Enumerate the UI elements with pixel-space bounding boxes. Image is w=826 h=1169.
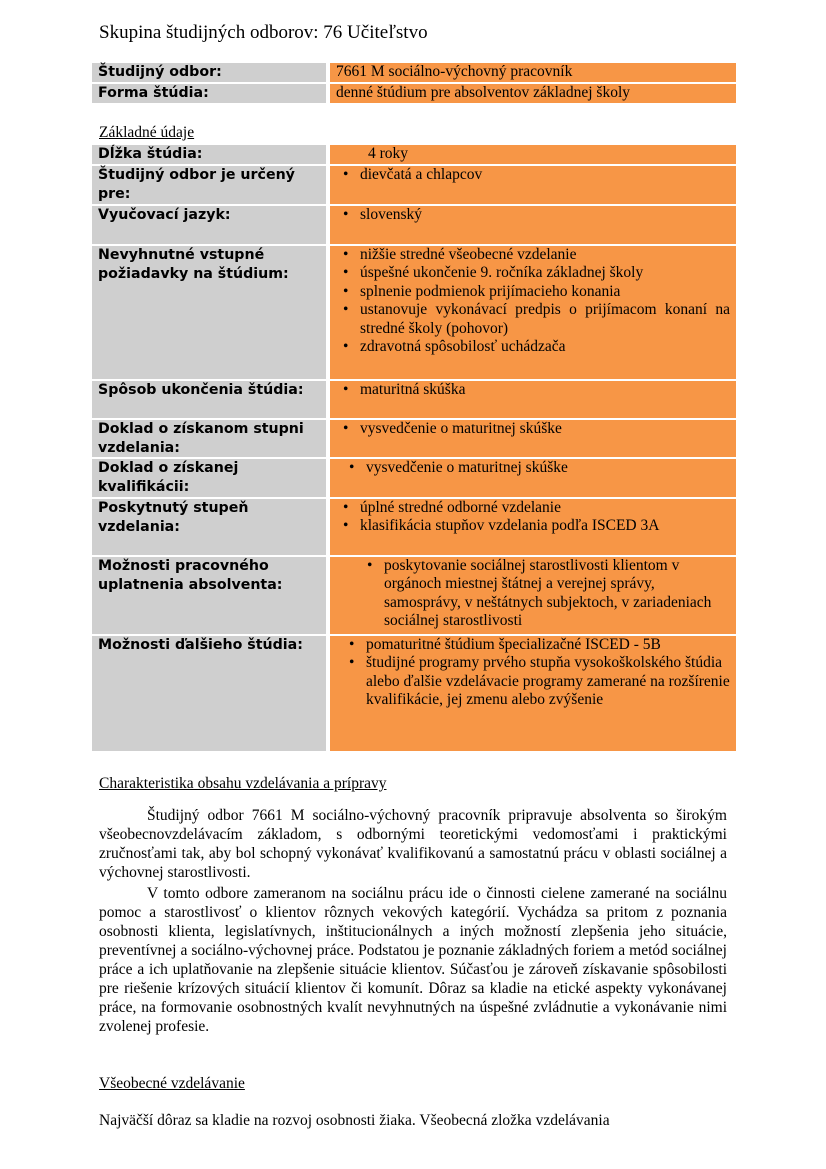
- bullet-list: [336, 166, 730, 185]
- list-item: • slovenský: [360, 206, 730, 225]
- list-item: • splnenie podmienok prijímacieho konania: [360, 283, 730, 302]
- table-row: [92, 165, 736, 205]
- table-row: [92, 458, 736, 498]
- general-paragraph-1: Najväčší dôraz sa kladie na rozvoj osobnosti žiaka. Všeobecná zložka vzdelávania: [99, 1112, 610, 1129]
- row-value: [328, 245, 736, 380]
- row-value: [328, 380, 736, 419]
- list-item: • študijné programy prvého stupňa vysokoškolského štúdia alebo ďalšie vzdelávacie programy zamerané na rozšírenie kvalifikácie, jej zmenu alebo zvýšenie: [366, 654, 730, 710]
- table-row: [92, 145, 736, 165]
- table-row: [92, 635, 736, 752]
- bullet-list: [336, 499, 730, 536]
- list-item: • vysvedčenie o maturitnej skúške: [366, 459, 730, 478]
- program-table: [92, 63, 736, 105]
- characteristics-paragraph-1: Študijný odbor 7661 M sociálno-výchovný pracovník pripravuje absolventa so širokým všeobecnovzdelávacím základom, s odbornými teoretickými vedomosťami i praktickými zručnosťami tak, aby bol schopný vykonávať kvalifikovanú a samostatnú prácu v oblasti sociálnej a výchovnej starostlivosti.: [99, 807, 727, 881]
- row-label: Študijný odbor je určený pre:: [92, 165, 328, 205]
- bullet-list: [336, 381, 730, 400]
- list-item: • maturitná skúška: [360, 381, 730, 400]
- table-row: [92, 498, 736, 556]
- characteristics-paragraph-2: V tomto odbore zameranom na sociálnu prácu ide o činnosti cielene zamerané na sociálnu pomoc a starostlivosť o klientov rôznych vekových kategórií. Vychádza sa pritom z poznania osobnosti klienta, legislatívnych, inštitucionálnych a iných možností zlepšenia jeho situácie, preventívnej a sociálno-výchovnej práce. Podstatou je poznanie základných foriem a metód sociálnej práce a ich uplatňovanie na zlepšenie situácie klientov. Súčasťou je zároveň získavanie spôsobilosti pre riešenie krízových situácií klientov či komunít. Dôraz sa kladie na etické aspekty vykonávanej práce, na formovanie osobnostných kvalít nevyhnutných na úspešné zvládnutie a vykonávanie nimi zvolenej profesie.: [99, 885, 727, 1035]
- row-label: Možnosti pracovného uplatnenia absolventa:: [92, 556, 328, 635]
- row-value: 7661 M sociálno-výchovný pracovník: [328, 63, 736, 83]
- row-label: Možnosti ďalšieho štúdia:: [92, 635, 328, 752]
- row-label: Dĺžka štúdia:: [92, 145, 328, 165]
- table-row: [92, 419, 736, 459]
- row-label: Študijný odbor:: [92, 63, 328, 83]
- list-item: • úspešné ukončenie 9. ročníka základnej školy: [360, 264, 730, 283]
- table-row: [92, 380, 736, 419]
- table-row: [92, 245, 736, 380]
- list-item: • pomaturitné štúdium špecializačné ISCED - 5B: [366, 636, 730, 655]
- row-label: Vyučovací jazyk:: [92, 205, 328, 245]
- row-value: [328, 205, 736, 245]
- bullet-list: [336, 206, 730, 225]
- table-row: [92, 556, 736, 635]
- row-label: Spôsob ukončenia štúdia:: [92, 380, 328, 419]
- list-item: • ustanovuje vykonávací predpis o prijímacom konaní na stredné školy (pohovor): [360, 301, 730, 338]
- bullet-list: [336, 636, 730, 710]
- table-row: [92, 63, 736, 83]
- row-value: [328, 419, 736, 459]
- row-label: Nevyhnutné vstupné požiadavky na štúdium:: [92, 245, 328, 380]
- page-title: Skupina študijných odborov: 76 Učiteľstvo: [99, 22, 428, 43]
- list-item: • nižšie stredné všeobecné vzdelanie: [360, 246, 730, 265]
- bullet-list: [336, 246, 730, 357]
- list-item: • zdravotná spôsobilosť uchádzača: [360, 338, 730, 357]
- row-value: [328, 556, 736, 635]
- table-row: [92, 205, 736, 245]
- row-value: [328, 458, 736, 498]
- basic-heading: Základné údaje: [99, 124, 195, 141]
- bullet-list: [336, 420, 730, 439]
- bullet-list: [336, 557, 730, 631]
- bullet-list: [336, 459, 730, 478]
- row-value: [328, 165, 736, 205]
- table-row: [92, 83, 736, 104]
- row-label: Doklad o získanej kvalifikácii:: [92, 458, 328, 498]
- row-value: denné štúdium pre absolventov základnej školy: [328, 83, 736, 104]
- row-value: [328, 635, 736, 752]
- list-item: • úplné stredné odborné vzdelanie: [360, 499, 730, 518]
- list-item: • dievčatá a chlapcov: [360, 166, 730, 185]
- list-item: • poskytovanie sociálnej starostlivosti klientom v orgánoch miestnej štátnej a verejnej správy, samosprávy, v neštátnych subjektoch, v zariadeniach sociálnej starostlivosti: [384, 557, 730, 631]
- characteristics-heading: Charakteristika obsahu vzdelávania a prípravy: [99, 775, 387, 792]
- list-item: • klasifikácia stupňov vzdelania podľa ISCED 3A: [360, 517, 730, 536]
- general-heading: Všeobecné vzdelávanie: [99, 1075, 245, 1092]
- row-label: Forma štúdia:: [92, 83, 328, 104]
- row-value: 4 roky: [328, 145, 736, 165]
- row-value: [328, 498, 736, 556]
- row-label: Doklad o získanom stupni vzdelania:: [92, 419, 328, 459]
- basic-info-table: [92, 145, 736, 753]
- row-label: Poskytnutý stupeň vzdelania:: [92, 498, 328, 556]
- list-item: • vysvedčenie o maturitnej skúške: [360, 420, 730, 439]
